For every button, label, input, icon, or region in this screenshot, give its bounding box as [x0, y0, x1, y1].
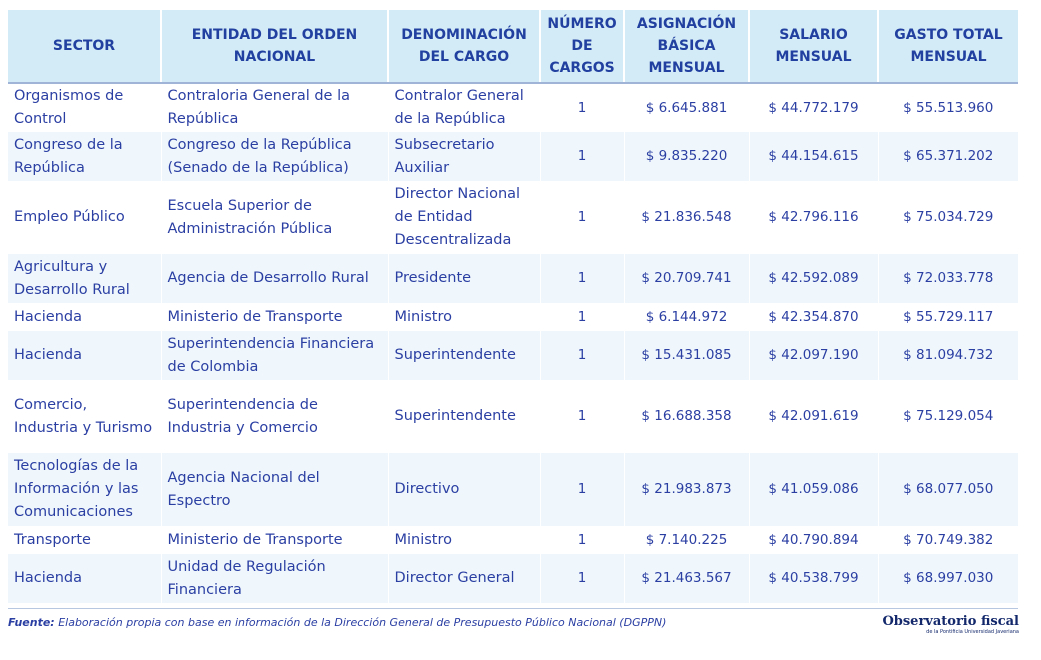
cell-numero: 1: [540, 331, 624, 380]
cell-cargo: Director Nacional de Entidad Descentralizada: [388, 181, 540, 254]
header-numero: NÚMERO DE CARGOS: [540, 10, 624, 83]
cell-gasto: $ 70.749.382: [878, 526, 1018, 554]
source-note: [8, 616, 666, 629]
cell-gasto: $ 72.033.778: [878, 254, 1018, 303]
cell-entidad: Escuela Superior de Administración Pública: [161, 181, 388, 254]
cell-salario: $ 42.097.190: [749, 331, 878, 380]
cell-cargo: Superintendente: [388, 380, 540, 453]
table-row: [8, 526, 1018, 554]
cell-numero: 1: [540, 453, 624, 526]
header-entidad: ENTIDAD DEL ORDEN NACIONAL: [161, 10, 388, 83]
table-row: [8, 303, 1018, 331]
cell-gasto: $ 55.513.960: [878, 83, 1018, 132]
cell-numero: 1: [540, 303, 624, 331]
cell-sector: Organismos de Control: [8, 83, 161, 132]
cell-cargo: Subsecretario Auxiliar: [388, 132, 540, 181]
cell-asignacion: $ 21.983.873: [624, 453, 749, 526]
cell-numero: 1: [540, 83, 624, 132]
cell-gasto: $ 55.729.117: [878, 303, 1018, 331]
cell-cargo: Contralor General de la República: [388, 83, 540, 132]
cell-sector: Hacienda: [8, 554, 161, 603]
brand-subtitle: de la Pontificia Universidad Javeriana: [926, 629, 1019, 635]
cell-cargo: Directivo: [388, 453, 540, 526]
cell-asignacion: $ 7.140.225: [624, 526, 749, 554]
cell-salario: $ 42.796.116: [749, 181, 878, 254]
cell-entidad: Superintendencia Financiera de Colombia: [161, 331, 388, 380]
header-cargo: DENOMINACIÓN DEL CARGO: [388, 10, 540, 83]
table-row: [8, 254, 1018, 303]
table-body: [8, 83, 1018, 603]
cell-gasto: $ 75.034.729: [878, 181, 1018, 254]
cell-asignacion: $ 16.688.358: [624, 380, 749, 453]
cell-cargo: Presidente: [388, 254, 540, 303]
source-label: Fuente:: [8, 616, 55, 629]
table-row: [8, 453, 1018, 526]
table-row: [8, 132, 1018, 181]
cell-gasto: $ 68.077.050: [878, 453, 1018, 526]
cell-salario: $ 40.790.894: [749, 526, 878, 554]
cell-sector: Transporte: [8, 526, 161, 554]
table-row: [8, 331, 1018, 380]
cell-salario: $ 44.772.179: [749, 83, 878, 132]
cell-asignacion: $ 6.144.972: [624, 303, 749, 331]
header-gasto: GASTO TOTAL MENSUAL: [878, 10, 1018, 83]
brand-name: Observatorio fiscal: [882, 614, 1019, 629]
table-row: [8, 181, 1018, 254]
table-row: [8, 380, 1018, 453]
cell-asignacion: $ 21.463.567: [624, 554, 749, 603]
cell-numero: 1: [540, 380, 624, 453]
cell-asignacion: $ 20.709.741: [624, 254, 749, 303]
cell-sector: Comercio, Industria y Turismo: [8, 380, 161, 453]
cell-sector: Congreso de la República: [8, 132, 161, 181]
header-sector: SECTOR: [8, 10, 161, 83]
cell-cargo: Ministro: [388, 526, 540, 554]
cell-sector: Agricultura y Desarrollo Rural: [8, 254, 161, 303]
cell-salario: $ 41.059.086: [749, 453, 878, 526]
cell-asignacion: $ 21.836.548: [624, 181, 749, 254]
cell-asignacion: $ 9.835.220: [624, 132, 749, 181]
cell-asignacion: $ 6.645.881: [624, 83, 749, 132]
cell-sector: Hacienda: [8, 331, 161, 380]
cell-sector: Empleo Público: [8, 181, 161, 254]
table-row: [8, 83, 1018, 132]
header-row: [8, 10, 1018, 83]
cell-gasto: $ 81.094.732: [878, 331, 1018, 380]
table-bottom-rule: [8, 608, 1018, 609]
brand-logo: [882, 614, 1019, 636]
cell-sector: Hacienda: [8, 303, 161, 331]
cell-gasto: $ 65.371.202: [878, 132, 1018, 181]
cell-entidad: Contraloria General de la República: [161, 83, 388, 132]
cell-cargo: Ministro: [388, 303, 540, 331]
source-text: Elaboración propia con base en información de la Dirección General de Presupuesto Público Nacional (DGPPN): [58, 616, 667, 629]
cell-cargo: Superintendente: [388, 331, 540, 380]
cell-numero: 1: [540, 554, 624, 603]
cell-salario: $ 42.091.619: [749, 380, 878, 453]
header-salario: SALARIO MENSUAL: [749, 10, 878, 83]
cell-entidad: Superintendencia de Industria y Comercio: [161, 380, 388, 453]
cell-entidad: Agencia de Desarrollo Rural: [161, 254, 388, 303]
cell-entidad: Congreso de la República (Senado de la República): [161, 132, 388, 181]
cell-entidad: Unidad de Regulación Financiera: [161, 554, 388, 603]
cell-gasto: $ 68.997.030: [878, 554, 1018, 603]
cell-sector: Tecnologías de la Información y las Comunicaciones: [8, 453, 161, 526]
salary-table: [8, 10, 1018, 603]
cell-entidad: Ministerio de Transporte: [161, 526, 388, 554]
cell-salario: $ 44.154.615: [749, 132, 878, 181]
cell-gasto: $ 75.129.054: [878, 380, 1018, 453]
cell-asignacion: $ 15.431.085: [624, 331, 749, 380]
header-asignacion: ASIGNACIÓN BÁSICA MENSUAL: [624, 10, 749, 83]
cell-salario: $ 42.592.089: [749, 254, 878, 303]
cell-entidad: Agencia Nacional del Espectro: [161, 453, 388, 526]
cell-entidad: Ministerio de Transporte: [161, 303, 388, 331]
cell-cargo: Director General: [388, 554, 540, 603]
cell-numero: 1: [540, 526, 624, 554]
table-row: [8, 554, 1018, 603]
cell-salario: $ 42.354.870: [749, 303, 878, 331]
cell-numero: 1: [540, 132, 624, 181]
cell-numero: 1: [540, 181, 624, 254]
cell-numero: 1: [540, 254, 624, 303]
cell-salario: $ 40.538.799: [749, 554, 878, 603]
